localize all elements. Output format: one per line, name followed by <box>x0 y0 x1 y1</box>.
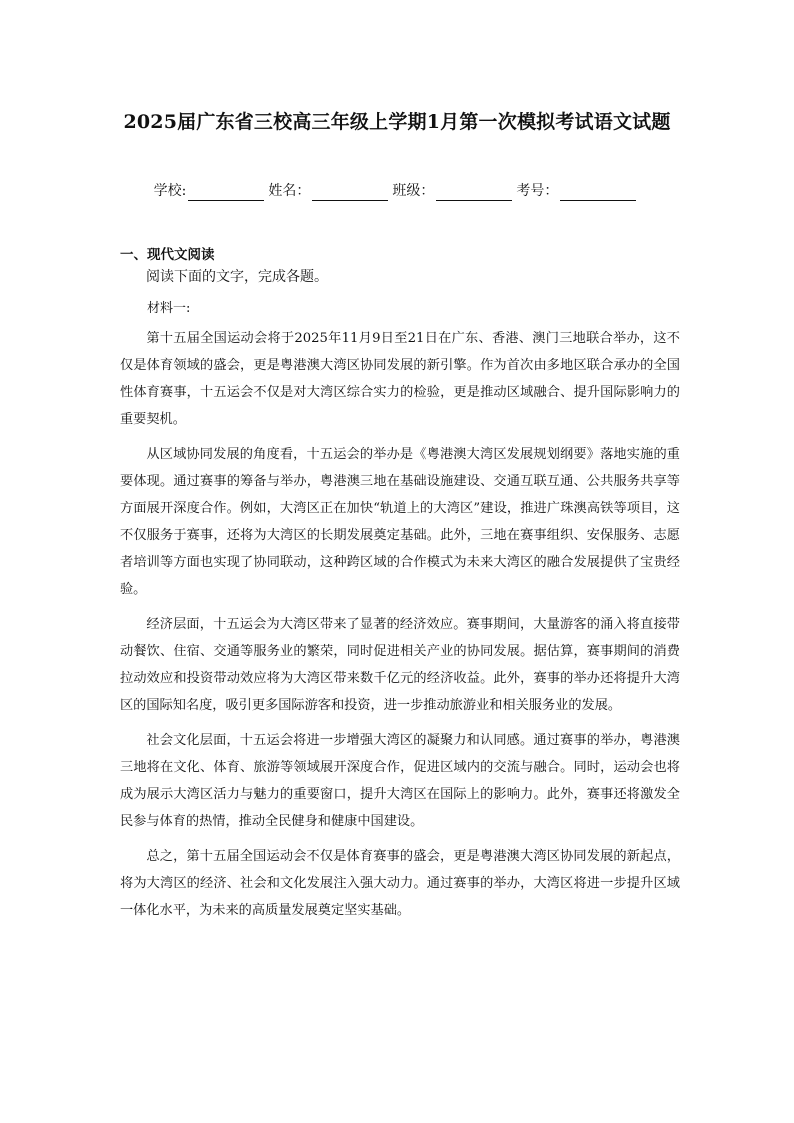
paragraph: 总之，第十五届全国运动会不仅是体育赛事的盛会，更是粤港澳大湾区协同发展的新起点，将为大湾区的经济、社会和文化发展注入强大动力。通过赛事的举办，大湾区将进一步提升区域一体化水平，为未来的高质量发展奠定坚实基础。 <box>120 849 680 918</box>
passage-body <box>120 325 680 932</box>
class-blank[interactable] <box>436 184 512 201</box>
school-blank[interactable] <box>188 184 264 201</box>
school-field[interactable] <box>154 181 265 201</box>
material-label: 材料一: <box>147 301 191 316</box>
class-label: 班级： <box>392 183 435 199</box>
name-field[interactable] <box>268 181 388 201</box>
name-label: 姓名： <box>268 183 311 199</box>
paragraph: 从区域协同发展的角度看，十五运会的举办是《粤港澳大湾区发展规划纲要》落地实施的重要体现。通过赛事的筹备与举办，粤港澳三地在基础设施建设、交通互联互通、公共服务共享等方面展开深度合作。例如，大湾区正在加快“轨道上的大湾区”建设，推进广珠澳高铁等项目，这不仅服务于赛事，还将为大湾区的长期发展奠定基础。此外，三地在赛事组织、安保服务、志愿者培训等方面也实现了协同联动，这种跨区域的合作模式为未来大湾区的融合发展提供了宝贵经验。 <box>120 447 680 597</box>
document-title: 2025届广东省三校高三年级上学期1月第一次模拟考试语文试题 <box>123 111 671 133</box>
exam-number-blank[interactable] <box>560 184 636 201</box>
name-blank[interactable] <box>312 184 388 201</box>
student-info-line <box>0 181 794 201</box>
school-label: 学校: <box>153 183 187 199</box>
paragraph: 社会文化层面，十五运会将进一步增强大湾区的凝聚力和认同感。通过赛事的举办，粤港澳三地将在文化、体育、旅游等领域展开深度合作，促进区域内的交流与融合。同时，运动会也将成为展示大湾区活力与魅力的重要窗口，提升大湾区在国际上的影响力。此外，赛事还将激发全民参与体育的热情，推动全民健身和健康中国建设。 <box>120 733 680 829</box>
class-field[interactable] <box>392 181 512 201</box>
section-heading: 一、现代文阅读 <box>120 247 215 263</box>
reading-instruction: 阅读下面的文字，完成各题。 <box>146 269 328 285</box>
paragraph: 经济层面，十五运会为大湾区带来了显著的经济效应。赛事期间，大量游客的涌入将直接带动餐饮、住宿、交通等服务业的繁荣，同时促进相关产业的协同发展。据估算，赛事期间的消费拉动效应和投资带动效应将为大湾区带来数千亿元的经济收益。此外，赛事的举办还将提升大湾区的国际知名度，吸引更多国际游客和投资，进一步推动旅游业和相关服务业的发展。 <box>120 617 680 713</box>
exam-number-field[interactable] <box>516 181 636 201</box>
exam-number-label: 考号： <box>516 183 559 199</box>
paragraph: 第十五届全国运动会将于2025年11月9日至21日在广东、香港、澳门三地联合举办，这不仅是体育领域的盛会，更是粤港澳大湾区协同发展的新引擎。作为首次由多地区联合承办的全国性体育赛事，十五运会不仅是对大湾区综合实力的检验，更是推动区域融合、提升国际影响力的重要契机。 <box>120 331 680 427</box>
